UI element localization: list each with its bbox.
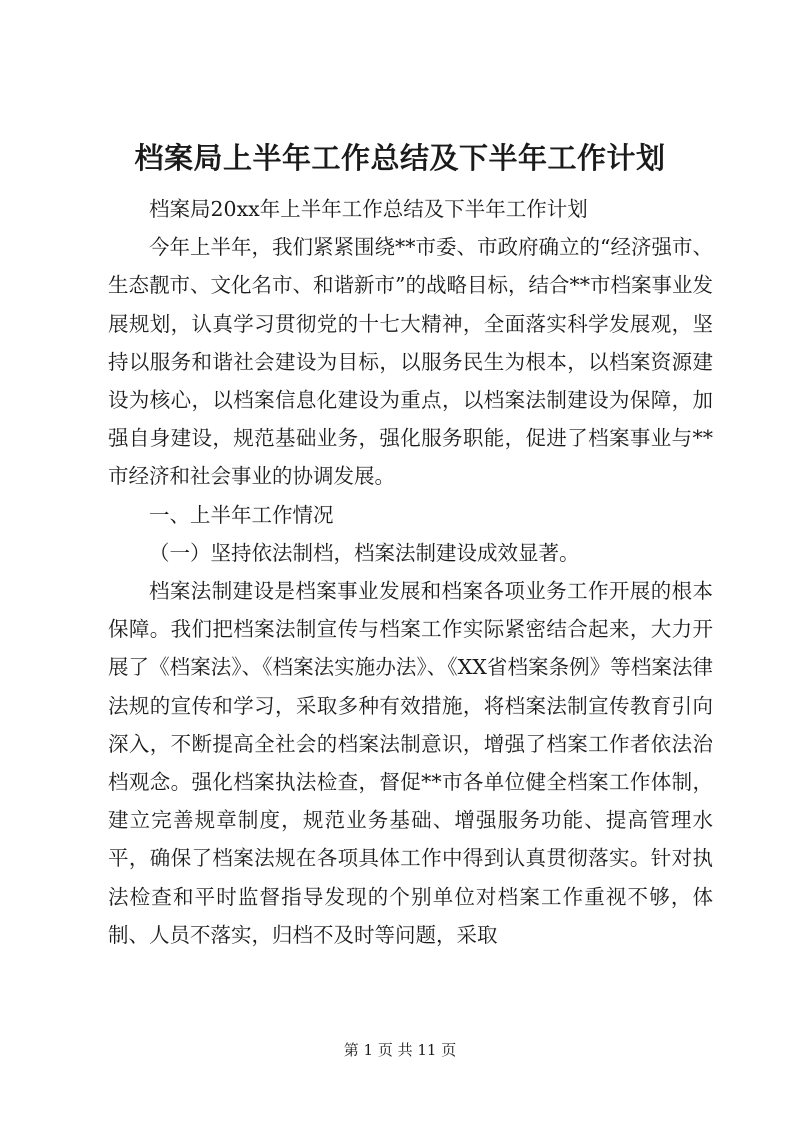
intro-paragraph: 今年上半年，我们紧紧围绕**市委、市政府确立的“经济强市、生态靓市、文化名市、和谐新市”的战略目标，结合**市档案事业发展规划，认真学习贯彻党的十七大精神，全面落实科学发展观，坚持以服务和谐社会建设为目标，以服务民生为根本，以档案资源建设为核心，以档案信息化建设为重点，以档案法制建设为保障，加强自身建设，规范基础业务，强化服务职能，促进了档案事业与**市经济和社会事业的协调发展。 [108,235,713,489]
body-paragraph: 档案法制建设是档案事业发展和档案各项业务工作开展的根本保障。我们把档案法制宣传与档案工作实际紧密结合起来，大力开展了《档案法》、《档案法实施办法》、《XX省档案条例》等档案法律法规的宣传和学习，采取多种有效措施，将档案法制宣传教育引向深入，不断提高全社会的档案法制意识，增强了档案工作者依法治档观念。强化档案执法检查，督促**市各单位健全档案工作体制，建立完善规章制度，规范业务基础、增强服务功能、提高管理水平，确保了档案法规在各项具体工作中得到认真贯彻落实。针对执法检查和平时监督指导发现的个别单位对档案工作重视不够，体制、人员不落实，归档不及时等问题，采取 [108,579,713,947]
subtitle-paragraph: 档案局20xx年上半年工作总结及下半年工作计划 [149,197,588,221]
section-heading: 一、上半年工作情况 [149,502,334,527]
subsection-heading: （一）坚持依法制档，档案法制建设成效显著。 [149,540,580,565]
document-body [108,190,713,954]
document-title: 档案局上半年工作总结及下半年工作计划 [134,141,666,175]
page-footer: 第 1 页 共 11 页 [343,1041,457,1059]
